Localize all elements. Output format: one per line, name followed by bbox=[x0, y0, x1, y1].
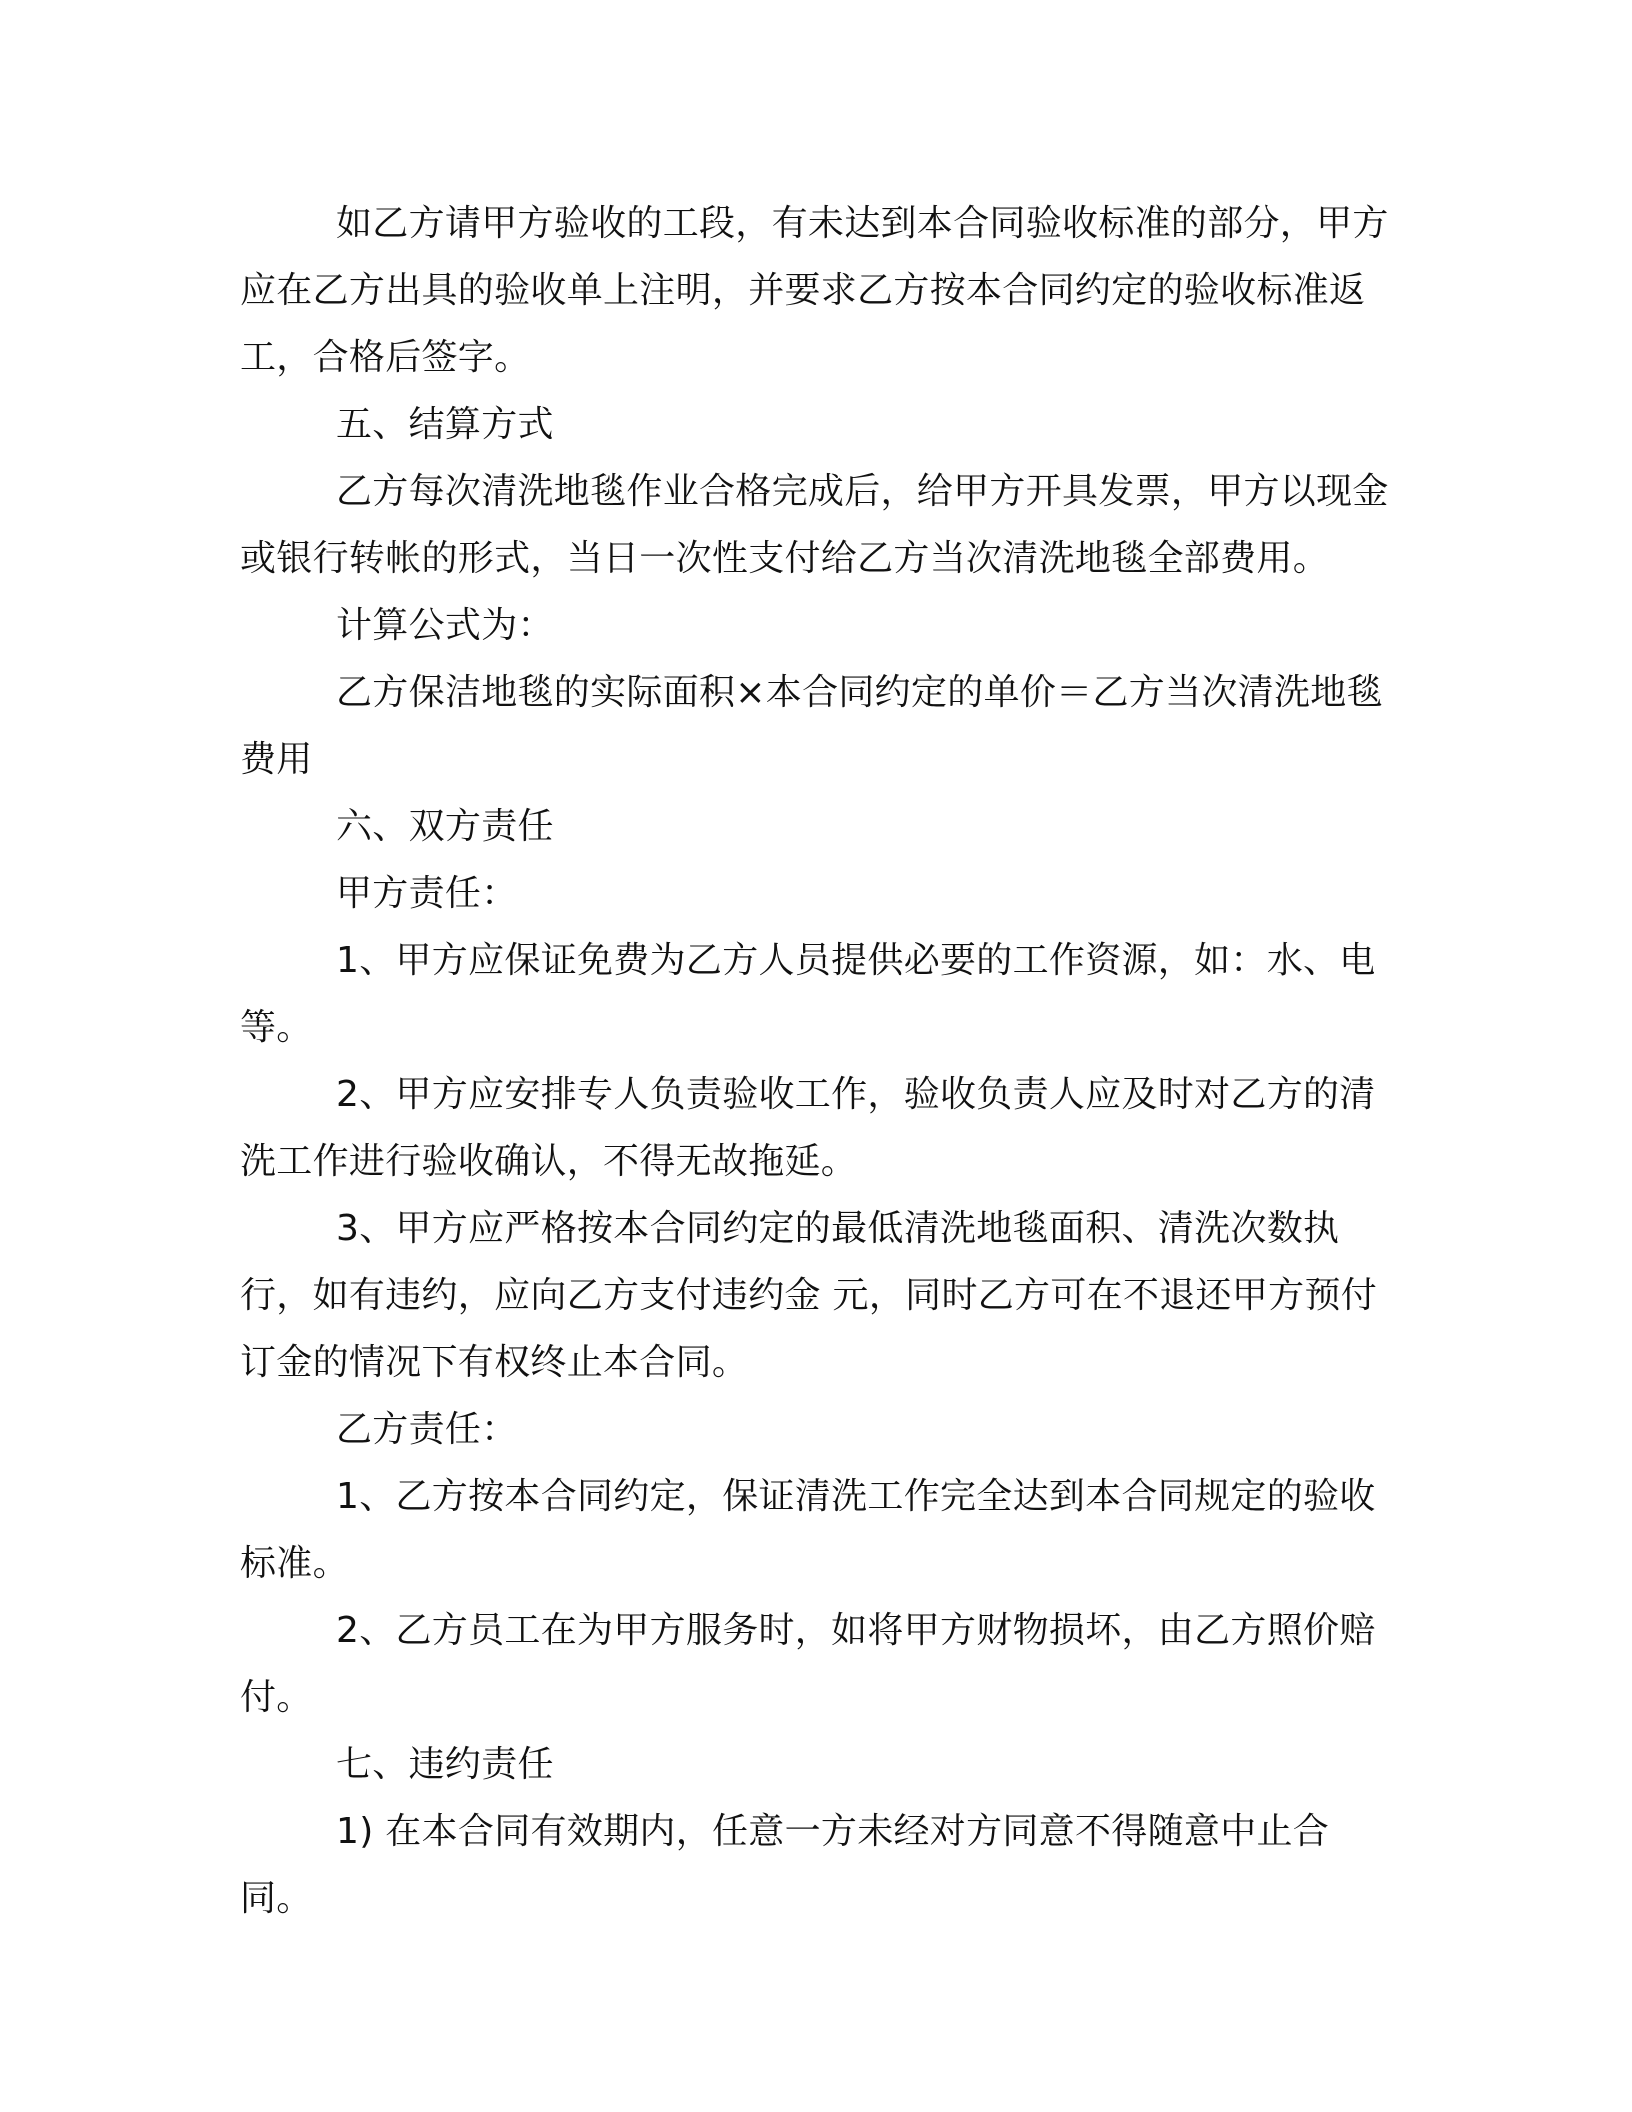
paragraph-party-a-item-3: 3、甲方应严格按本合同约定的最低清洗地毯面积、清洗次数执行，如有违约，应向乙方支付违约金 元，同时乙方可在不退还甲方预付订金的情况下有权终止本合同。 bbox=[240, 1208, 1378, 1383]
paragraph-formula: 乙方保洁地毯的实际面积×本合同约定的单价＝乙方当次清洗地毯费用 bbox=[240, 672, 1383, 780]
paragraph-party-b-item-2: 2、乙方员工在为甲方服务时，如将甲方财物损坏，由乙方照价赔付。 bbox=[240, 1610, 1376, 1718]
subheading-party-a: 甲方责任： bbox=[336, 873, 518, 914]
paragraph-acceptance-rework: 如乙方请甲方验收的工段，有未达到本合同验收标准的部分，甲方应在乙方出具的验收单上注明，并要求乙方按本合同约定的验收标准返工，合格后签字。 bbox=[240, 203, 1389, 378]
paragraph-formula-label: 计算公式为： bbox=[336, 605, 554, 646]
paragraph-party-b-item-1: 1、乙方按本合同约定，保证清洗工作完全达到本合同规定的验收标准。 bbox=[240, 1476, 1376, 1584]
section-heading-settlement: 五、结算方式 bbox=[336, 404, 554, 445]
paragraph-party-a-item-2: 2、甲方应安排专人负责验收工作，验收负责人应及时对乙方的清洗工作进行验收确认，不得无故拖延。 bbox=[240, 1074, 1376, 1182]
paragraph-breach-item-1: 1) 在本合同有效期内，任意一方未经对方同意不得随意中止合同。 bbox=[240, 1811, 1330, 1919]
paragraph-settlement-payment: 乙方每次清洗地毯作业合格完成后，给甲方开具发票，甲方以现金或银行转帐的形式，当日一次性支付给乙方当次清洗地毯全部费用。 bbox=[240, 471, 1389, 579]
section-heading-responsibilities: 六、双方责任 bbox=[336, 806, 554, 847]
paragraph-party-a-item-1: 1、甲方应保证免费为乙方人员提供必要的工作资源，如：水、电等。 bbox=[240, 940, 1376, 1048]
subheading-party-b: 乙方责任： bbox=[336, 1409, 518, 1450]
section-heading-breach: 七、违约责任 bbox=[336, 1744, 554, 1785]
document-page bbox=[240, 190, 1390, 1932]
